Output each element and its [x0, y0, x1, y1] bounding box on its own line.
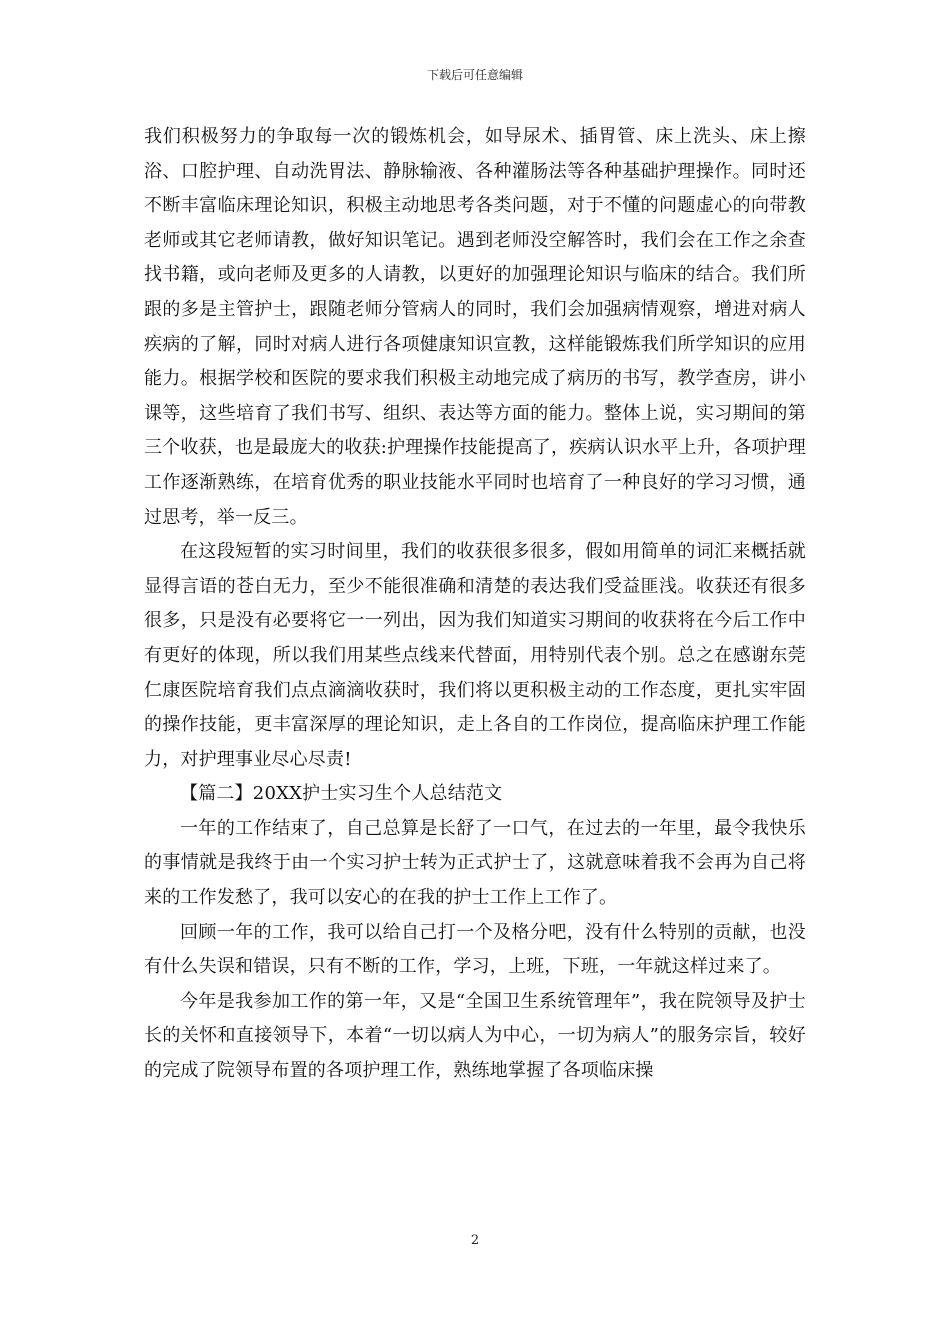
- section-heading: 【篇二】20XX护士实习生个人总结范文: [180, 783, 503, 805]
- paragraph-5: 今年是我参加工作的第一年，又是“全国卫生系统管理年”，我在院领导及护士长的关怀和直接领导下，本着“一切以病人为中心，一切为病人”的服务宗旨，较好的完成了院领导布置的各项护理工作，熟练地掌握了各项临床操: [144, 990, 806, 1082]
- page-header: 下载后可任意编辑: [426, 68, 523, 82]
- paragraph-3: 一年的工作结束了，自己总算是长舒了一口气，在过去的一年里，最令我快乐的事情就是我终于由一个实习护士转为正式护士了，这就意味着我不会再为自己将来的工作发愁了，我可以安心的在我的护士工作上工作了。: [144, 817, 806, 909]
- paragraph-2: 在这段短暂的实习时间里，我们的收获很多很多，假如用简单的词汇来概括就显得言语的苍白无力，至少不能很准确和清楚的表达我们受益匪浅。收获还有很多很多，只是没有必要将它一一列出，因为我们知道实习期间的收获将在今后工作中有更好的体现，所以我们用某些点线来代替面，用特别代表个别。总之在感谢东莞仁康医院培育我们点点滴滴收获时，我们将以更积极主动的工作态度，更扎实牢固的操作技能，更丰富深厚的理论知识，走上各自的工作岗位，提高临床护理工作能力，对护理事业尽心尽责!: [144, 541, 806, 770]
- paragraph-4: 回顾一年的工作，我可以给自己打一个及格分吧，没有什么特别的贡献，也没有什么失误和错误，只有不断的工作，学习，上班，下班，一年就这样过来了。: [144, 921, 806, 978]
- document-body: [144, 120, 806, 1089]
- paragraph-1: 我们积极努力的争取每一次的锻炼机会，如导尿术、插胃管、床上洗头、床上擦浴、口腔护理、自动洗胃法、静脉输液、各种灌肠法等各种基础护理操作。同时还不断丰富临床理论知识，积极主动地思考各类问题，对于不懂的问题虚心的向带教老师或其它老师请教，做好知识笔记。遇到老师没空解答时，我们会在工作之余查找书籍，或向老师及更多的人请教，以更好的加强理论知识与临床的结合。我们所跟的多是主管护士，跟随老师分管病人的同时，我们会加强病情观察，增进对病人疾病的了解，同时对病人进行各项健康知识宣教，这样能锻炼我们所学知识的应用能力。根据学校和医院的要求我们积极主动地完成了病历的书写，教学查房，讲小课等，这些培育了我们书写、组织、表达等方面的能力。整体上说，实习期间的第三个收获，也是最庞大的收获:护理操作技能提高了，疾病认识水平上升，各项护理工作逐渐熟练，在培育优秀的职业技能水平同时也培育了一种良好的学习习惯，通过思考，举一反三。: [144, 126, 806, 528]
- page-number: 2: [470, 1233, 480, 1248]
